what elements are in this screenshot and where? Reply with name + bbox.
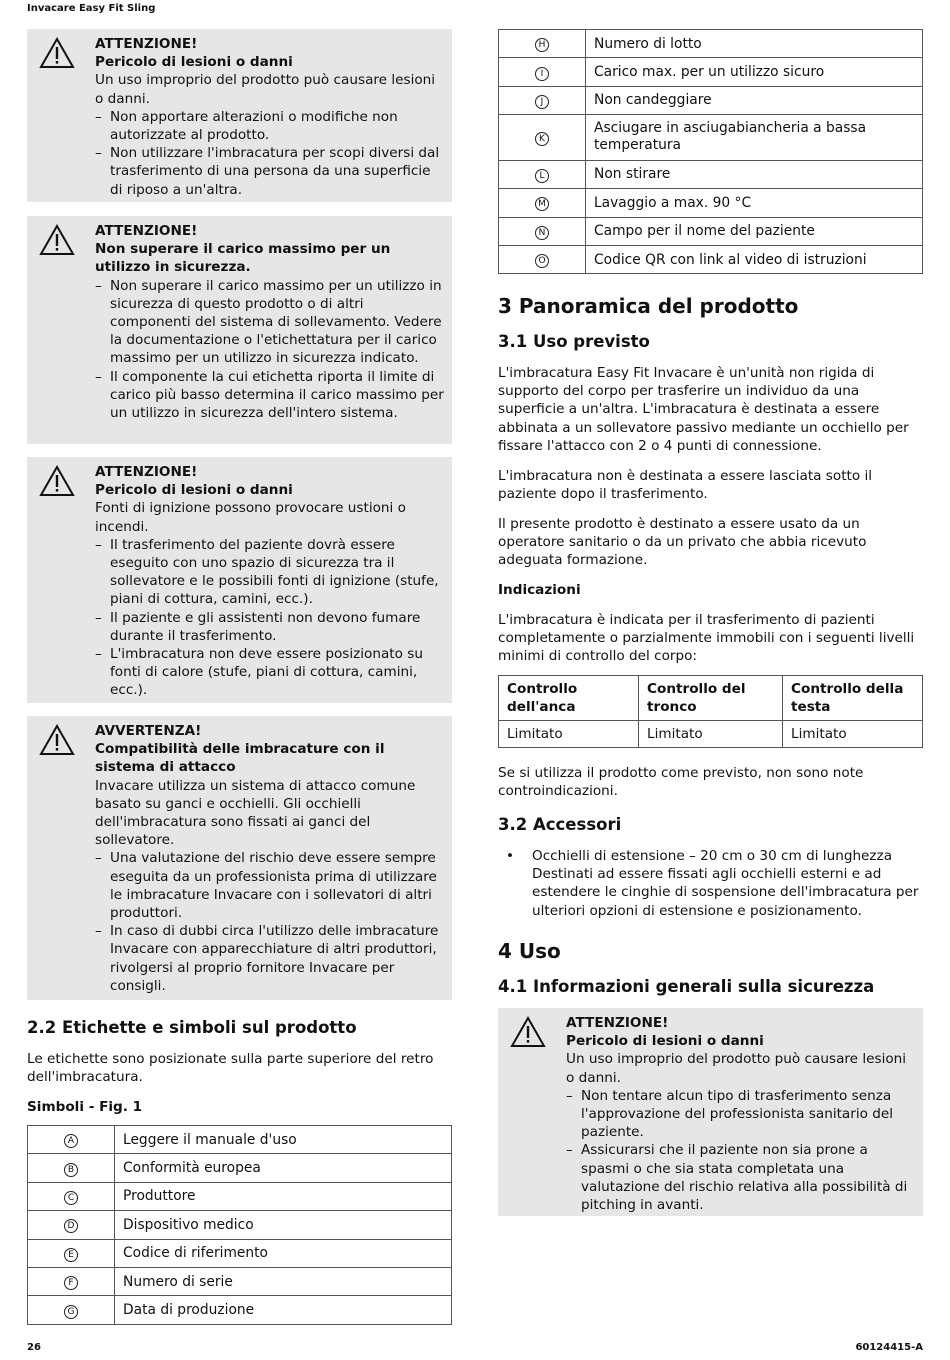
table-row [499, 115, 923, 161]
section-heading-3: 3 Panoramica del prodotto [498, 294, 799, 318]
table-cell: Limitato [783, 721, 923, 748]
table-row [499, 189, 923, 217]
body-control-table [498, 675, 923, 748]
symbol-description: Leggere il manuale d'uso [115, 1126, 452, 1154]
warning-box [498, 1008, 923, 1216]
table-row [499, 58, 923, 86]
table-header-cell: Controllo del tronco [639, 676, 783, 721]
circled-letter-icon: E [64, 1248, 78, 1262]
circled-letter-icon: D [64, 1219, 78, 1233]
warning-triangle-icon [510, 1016, 546, 1048]
symbols-label: Simboli - Fig. 1 [27, 1099, 143, 1115]
document-code: 60124415-A [855, 1342, 923, 1353]
symbol-description: Codice di riferimento [115, 1239, 452, 1267]
symbol-description: Lavaggio a max. 90 °C [586, 189, 923, 217]
table-cell: Limitato [639, 721, 783, 748]
circled-letter-icon: L [535, 169, 549, 183]
page-number: 26 [27, 1342, 41, 1353]
section-3-1-paragraph: Il presente prodotto è destinato a essere usato da un operatore sanitario o da un privato che abbia ricevuto adeguata formazione. [498, 516, 867, 569]
warning-triangle-icon [39, 37, 75, 69]
warning-list [95, 536, 444, 700]
section-2-2-intro: Le etichette sono posizionate sulla parte superiore del retro dell'imbracatura. [27, 1051, 434, 1086]
warning-box [27, 457, 452, 703]
section-heading-4-1: 4.1 Informazioni generali sulla sicurezza [498, 977, 875, 996]
warning-item: – Assicurarsi che il paziente non sia prone a spasmi o che sia stata completata una valutazione del rischio relativa alla possibilità di pitching in avanti. [566, 1141, 915, 1214]
circled-letter-icon: G [64, 1305, 78, 1319]
warning-text: Fonti di ignizione possono provocare ustioni o incendi. [95, 500, 406, 535]
circled-letter-icon: O [535, 254, 549, 268]
circled-letter-icon: C [64, 1191, 78, 1205]
warning-text: Un uso improprio del prodotto può causare lesioni o danni. [95, 72, 436, 107]
warning-label: ATTENZIONE! [566, 1015, 669, 1031]
warning-list [95, 108, 444, 199]
warning-list [95, 277, 444, 423]
section-heading-2-2: 2.2 Etichette e simboli sul prodotto [27, 1018, 357, 1037]
table-row [499, 721, 923, 748]
section-3-1-paragraph: L'imbracatura non è destinata a essere lasciata sotto il paziente dopo il trasferimento. [498, 468, 873, 503]
warning-item: – Il paziente e gli assistenti non devono fumare durante il trasferimento. [95, 609, 444, 645]
warning-title: Pericolo di lesioni o danni [95, 54, 293, 71]
symbol-description: Conformità europea [115, 1154, 452, 1182]
symbol-description: Data di produzione [115, 1296, 452, 1324]
section-heading-4: 4 Uso [498, 939, 561, 963]
warning-title: Compatibilità delle imbracature con il sistema di attacco [95, 741, 385, 776]
symbol-description: Numero di serie [115, 1267, 452, 1295]
section-heading-3-2: 3.2 Accessori [498, 815, 622, 834]
symbols-table-right [498, 29, 923, 274]
symbol-description: Non candeggiare [586, 86, 923, 114]
table-row [28, 1239, 452, 1267]
table-cell: Limitato [499, 721, 639, 748]
warning-item: – Non tentare alcun tipo di trasferimento senza l'approvazione del professionista sanitario del paziente. [566, 1087, 915, 1142]
section-3-1-paragraph: L'imbracatura Easy Fit Invacare è un'unità non rigida di supporto del corpo per trasferire un individuo da una superficie a un'altra. L'imbracatura è destinata a essere abbinata a un sollevatore passivo mediante un occhiello per fissare l'attacco con 2 o 4 punti di connessione. [498, 365, 909, 454]
section-3-1-paragraph: Se si utilizza il prodotto come previsto, non sono note controindicazioni. [498, 765, 864, 800]
warning-list [95, 849, 444, 995]
warning-item: – Non superare il carico massimo per un utilizzo in sicurezza di questo prodotto o di altri componenti del sistema di sollevamento. Vedere la documentazione o l'etichettatura per il carico massimo per un utilizzo in sicurezza indicato. [95, 277, 444, 368]
table-row [28, 1211, 452, 1239]
table-header-cell: Controllo dell'anca [499, 676, 639, 721]
table-header-row [499, 676, 923, 721]
table-row [499, 86, 923, 114]
symbol-description: Produttore [115, 1182, 452, 1210]
warning-label: ATTENZIONE! [95, 223, 198, 239]
section-3-1-paragraph: L'imbracatura è indicata per il trasferimento di pazienti completamente o parzialmente immobili con i seguenti livelli minimi di controllo del corpo: [498, 612, 915, 665]
warning-triangle-icon [39, 465, 75, 497]
symbols-table-left [27, 1125, 452, 1325]
warning-item: – Non apportare alterazioni o modifiche non autorizzate al prodotto. [95, 108, 444, 144]
table-row [28, 1296, 452, 1324]
warning-item: – Non utilizzare l'imbracatura per scopi diversi dal trasferimento di una persona da una superficie di riposo a un'altra. [95, 144, 444, 199]
warning-item: – Il trasferimento del paziente dovrà essere eseguito con uno spazio di sicurezza tra il sollevatore e le possibili fonti di ignizione (stufe, piani di cottura, camini, ecc.). [95, 536, 444, 609]
warning-label: AVVERTENZA! [95, 723, 202, 739]
symbol-description: Non stirare [586, 160, 923, 188]
warning-list [566, 1087, 915, 1214]
warning-text: Un uso improprio del prodotto può causare lesioni o danni. [566, 1051, 907, 1086]
table-row [499, 217, 923, 245]
symbol-description: Asciugare in asciugabiancheria a bassa temperatura [586, 115, 923, 161]
table-row [28, 1182, 452, 1210]
table-row [28, 1126, 452, 1154]
warning-label: ATTENZIONE! [95, 464, 198, 480]
warning-triangle-icon [39, 224, 75, 256]
circled-letter-icon: B [64, 1163, 78, 1177]
warning-box [27, 216, 452, 444]
warning-box [27, 29, 452, 202]
warning-label: ATTENZIONE! [95, 36, 198, 52]
circled-letter-icon: I [535, 67, 549, 81]
table-row [28, 1154, 452, 1182]
warning-triangle-icon [39, 724, 75, 756]
table-row [499, 160, 923, 188]
warning-text: Invacare utilizza un sistema di attacco comune basato su ganci e occhielli. Gli occhielli dell'imbracatura sono fissati ai ganci del sollevatore. [95, 777, 416, 849]
symbol-description: Carico max. per un utilizzo sicuro [586, 58, 923, 86]
warning-box [27, 716, 452, 1000]
indications-label: Indicazioni [498, 582, 581, 598]
warning-item: – Il componente la cui etichetta riporta il limite di carico più basso determina il carico massimo per un utilizzo in sicurezza dell'intero sistema. [95, 368, 444, 423]
running-header: Invacare Easy Fit Sling [27, 3, 156, 14]
circled-letter-icon: F [64, 1276, 78, 1290]
table-row [499, 30, 923, 58]
circled-letter-icon: J [535, 95, 549, 109]
symbol-description: Campo per il nome del paziente [586, 217, 923, 245]
warning-title: Non superare il carico massimo per un utilizzo in sicurezza. [95, 241, 391, 276]
section-heading-3-1: 3.1 Uso previsto [498, 332, 650, 351]
warning-title: Pericolo di lesioni o danni [566, 1033, 764, 1050]
accessory-bullet: • Occhielli di estensione – 20 cm o 30 cm di lunghezza Destinati ad essere fissati agli occhielli esterni e ad estendere le cinghie di sospensione dell'imbracatura per ulteriori opzioni di estensione e posizionamento. [498, 847, 923, 920]
circled-letter-icon: M [535, 197, 549, 211]
circled-letter-icon: H [535, 38, 549, 52]
table-header-cell: Controllo della testa [783, 676, 923, 721]
warning-item: – In caso di dubbi circa l'utilizzo delle imbracature Invacare con apparecchiature di altri produttori, rivolgersi al proprio fornitore Invacare per consigli. [95, 922, 444, 995]
circled-letter-icon: N [535, 226, 549, 240]
warning-item: – L'imbracatura non deve essere posizionato su fonti di calore (stufe, piani di cottura, camini, ecc.). [95, 645, 444, 700]
symbol-description: Dispositivo medico [115, 1211, 452, 1239]
table-row [499, 245, 923, 273]
warning-item: – Una valutazione del rischio deve essere sempre eseguita da un professionista prima di utilizzare le imbracature Invacare con i sollevatori di altri produttori. [95, 849, 444, 922]
warning-title: Pericolo di lesioni o danni [95, 482, 293, 499]
circled-letter-icon: K [535, 132, 549, 146]
table-row [28, 1267, 452, 1295]
symbol-description: Numero di lotto [586, 30, 923, 58]
circled-letter-icon: A [64, 1134, 78, 1148]
symbol-description: Codice QR con link al video di istruzioni [586, 245, 923, 273]
